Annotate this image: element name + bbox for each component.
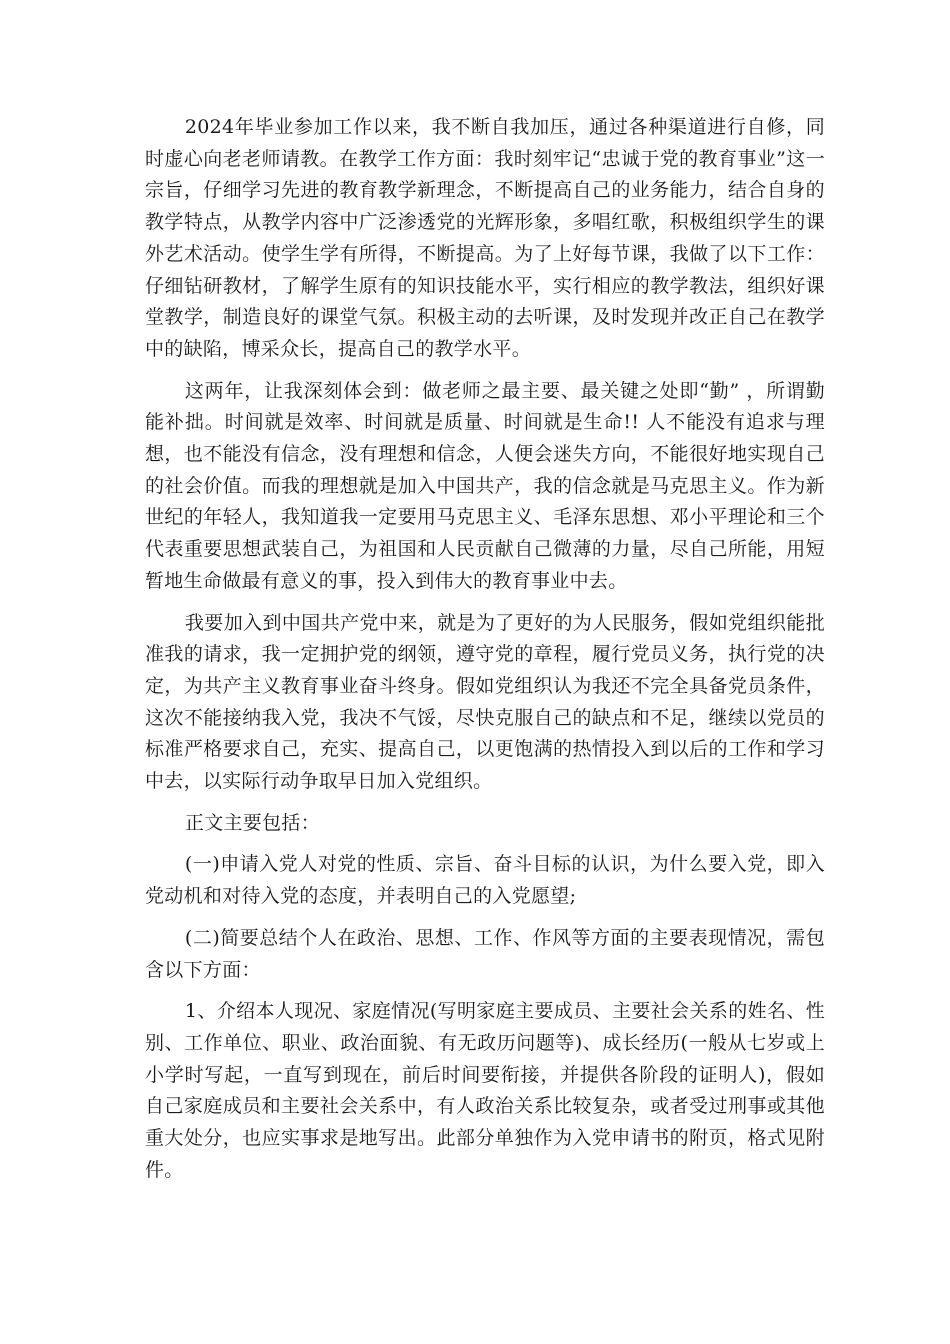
document-body — [145, 112, 825, 1197]
paragraph-body-intro: 正文主要包括： — [184, 811, 320, 834]
paragraph-subitem-one: 1、介绍本人现况、家庭情况(写明家庭主要成员、主要社会关系的姓名、性别、工作单位、职业、政治面貌、有无政历问题等)、成长经历(一般从七岁或上小学时写起，一直写到现在，前后时间要衔接，并提供各阶段的证明人)，假如自己家庭成员和主要社会关系中，有人政治关系比较复杂，或者受过刑事或其他重大处分，也应实事求是地写出。此部分单独作为入党申请书的附页，格式见附件。 — [145, 1000, 825, 1181]
paragraph-item-two: (二)简要总结个人在政治、思想、工作、作风等方面的主要表现情况，需包含以下方面： — [145, 926, 825, 981]
paragraph-item-one: (一)申请入党人对党的性质、宗旨、奋斗目标的认识，为什么要入党，即入党动机和对待入党的态度，并表明自己的入党愿望; — [145, 853, 825, 908]
paragraph-commitment: 我要加入到中国共产党中来，就是为了更好的为人民服务，假如党组织能批准我的请求，我一定拥护党的纲领，遵守党的章程，履行党员义务，执行党的决定，为共产主义教育事业奋斗终身。假如党组织认为我还不完全具备党员条件，这次不能接纳我入党，我决不气馁，尽快克服自己的缺点和不足，继续以党员的标准严格要求自己，充实、提高自己，以更饱满的热情投入到以后的工作和学习中去，以实际行动争取早日加入党组织。 — [145, 611, 825, 793]
paragraph-reflection: 这两年，让我深刻体会到：做老师之最主要、最关键之处即“勤” ，所谓勤能补拙。时间就是效率、时间就是质量、时间就是生命!! 人不能没有追求与理想，也不能没有信念，没有理想和信念，人便会迷失方向，不能很好地实现自己的社会价值。而我的理想就是加入中国共产，我的信念就是马克思主义。作为新世纪的年轻人，我知道我一定要用马克思主义、毛泽东思想、邓小平理论和三个代表重要思想武装自己，为祖国和人民贡献自己微薄的力量，尽自己所能，用短暂地生命做最有意义的事，投入到伟大的教育事业中去。 — [145, 379, 825, 592]
paragraph-work-experience: 2024年毕业参加工作以来，我不断自我加压，通过各种渠道进行自修，同时虚心向老老师请教。在教学工作方面：我时刻牢记“忠诚于党的教育事业”这一宗旨，仔细学习先进的教育教学新理念，不断提高自己的业务能力，结合自身的教学特点，从教学内容中广泛渗透党的光辉形象，多唱红歌，积极组织学生的课外艺术活动。使学生学有所得，不断提高。为了上好每节课，我做了以下工作：仔细钻研教材，了解学生原有的知识技能水平，实行相应的教学教法，组织好课堂教学，制造良好的课堂气氛。积极主动的去听课，及时发现并改正自己在教学中的缺陷，博采众长，提高自己的教学水平。 — [145, 116, 825, 360]
